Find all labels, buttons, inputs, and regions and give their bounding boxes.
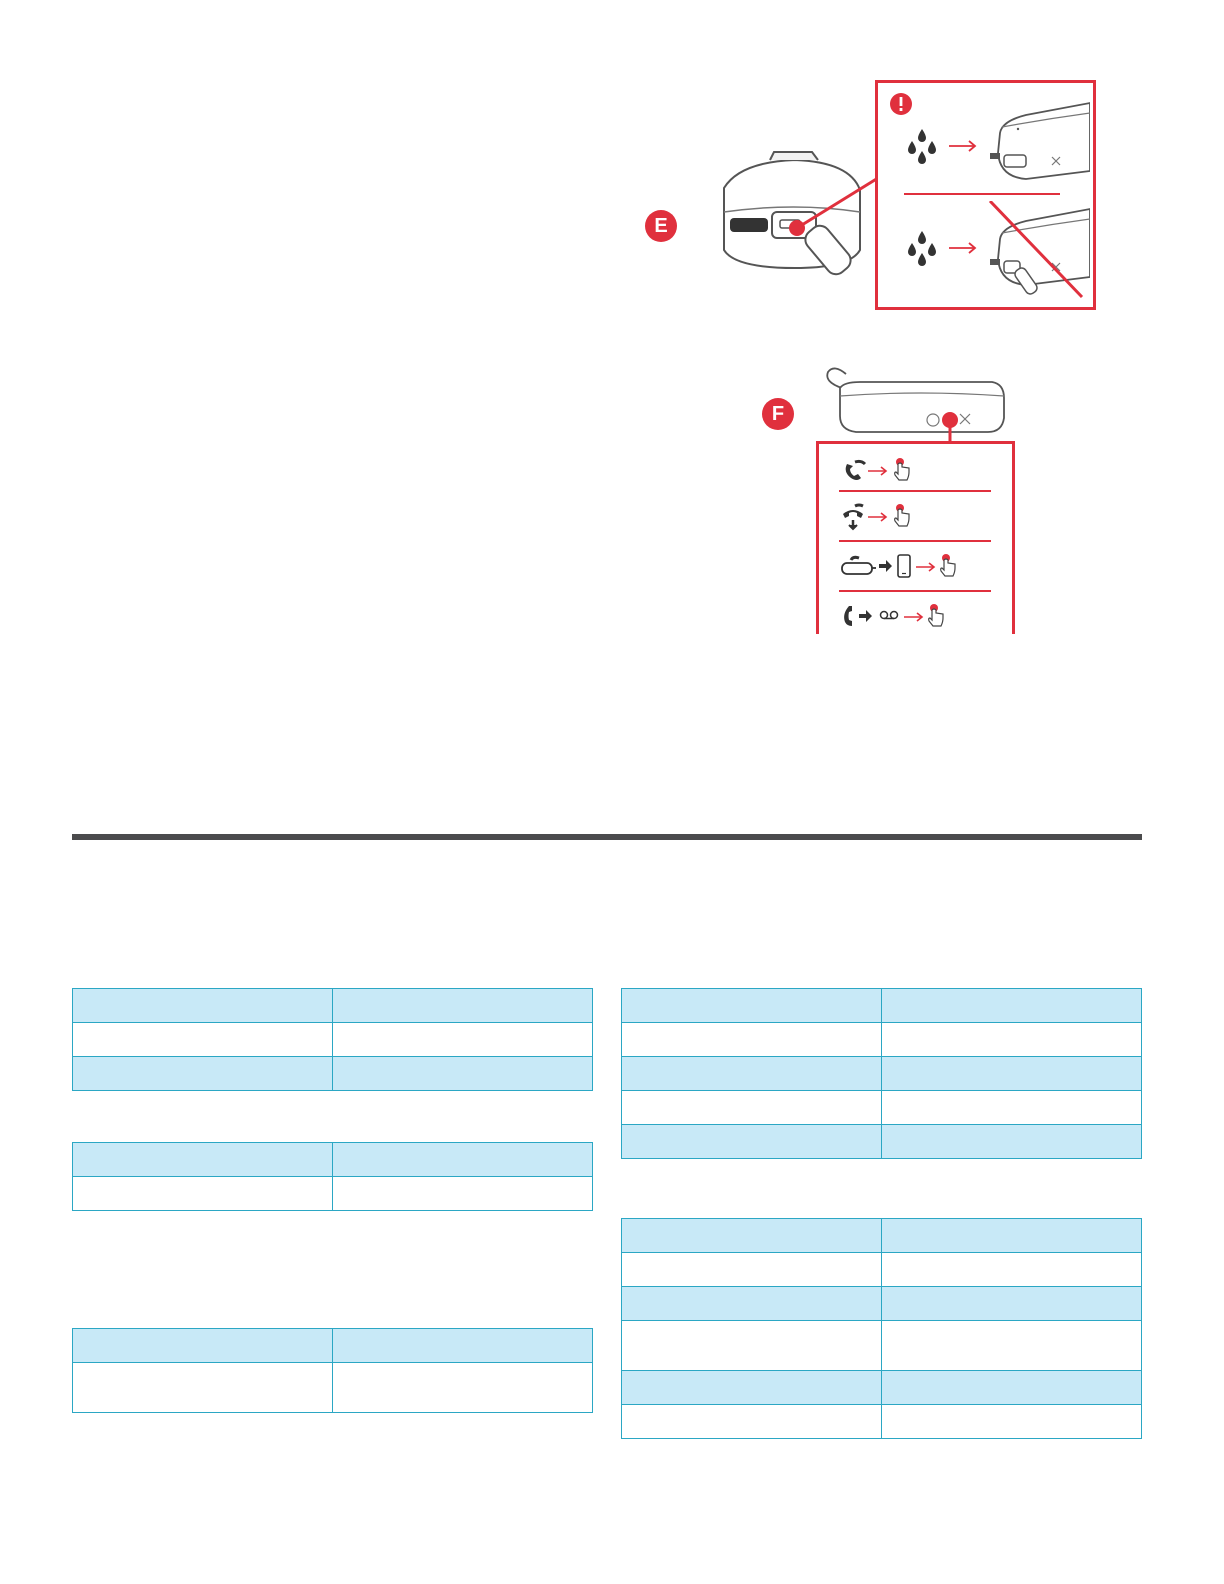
figure-f-controls-panel <box>816 441 1015 634</box>
spec-table-right-1 <box>621 988 1142 1159</box>
table-cell <box>622 1253 882 1287</box>
table-cell <box>73 1143 333 1177</box>
table-cell <box>882 1219 1142 1253</box>
table-cell <box>622 1023 882 1057</box>
table-cell <box>882 989 1142 1023</box>
arrow-right-icon <box>903 612 925 622</box>
table-cell <box>73 1329 333 1363</box>
water-drops-icon <box>904 229 940 269</box>
table-cell <box>333 1057 593 1091</box>
table-cell <box>622 1321 882 1371</box>
table-cell <box>882 1023 1142 1057</box>
table-row <box>73 1023 593 1057</box>
table-cell <box>622 1091 882 1125</box>
spec-table-right-2 <box>621 1218 1142 1439</box>
controls-divider <box>839 490 991 492</box>
controls-divider <box>839 540 991 542</box>
table-cell <box>622 989 882 1023</box>
table-cell <box>622 1405 882 1439</box>
table-cell <box>333 1143 593 1177</box>
table-cell <box>622 1125 882 1159</box>
tap-icon <box>891 456 913 482</box>
headset-icon <box>839 552 877 578</box>
table-row <box>622 1287 1142 1321</box>
table-cell <box>333 1363 593 1413</box>
spec-table-left-1 <box>72 988 593 1091</box>
table-row <box>73 989 593 1023</box>
table-cell <box>333 1329 593 1363</box>
table-cell <box>882 1125 1142 1159</box>
table-row <box>622 1091 1142 1125</box>
panel-divider <box>904 193 1060 195</box>
table-cell <box>622 1057 882 1091</box>
section-divider-rule <box>72 834 1142 840</box>
headset-dry-illustration <box>986 101 1090 181</box>
spec-table-left-3 <box>72 1328 593 1413</box>
small-arrow-icon <box>879 560 893 572</box>
figure-f-badge: F <box>762 398 794 430</box>
figure-e-badge: E <box>645 210 677 242</box>
table-cell <box>882 1091 1142 1125</box>
table-row <box>622 989 1142 1023</box>
table-row <box>73 1329 593 1363</box>
table-cell <box>333 989 593 1023</box>
arrow-right-icon <box>948 241 978 255</box>
charging-case-illustration <box>700 150 890 290</box>
incoming-call-icon <box>841 458 867 484</box>
tap-icon <box>925 602 947 628</box>
table-row <box>622 1219 1142 1253</box>
headset-side-illustration <box>820 366 1010 446</box>
table-cell <box>622 1371 882 1405</box>
table-row <box>73 1143 593 1177</box>
phone-icon <box>897 554 911 578</box>
table-row <box>622 1253 1142 1287</box>
headset-charging-crossed-illustration <box>986 201 1090 301</box>
table-cell <box>73 1023 333 1057</box>
table-cell <box>622 1219 882 1253</box>
table-cell <box>882 1057 1142 1091</box>
table-row <box>73 1363 593 1413</box>
voicemail-icon <box>879 608 899 622</box>
tap-icon <box>891 502 913 528</box>
table-row <box>73 1177 593 1211</box>
exclamation-icon <box>890 93 912 115</box>
table-row <box>73 1057 593 1091</box>
table-row <box>622 1125 1142 1159</box>
table-cell <box>882 1405 1142 1439</box>
table-cell <box>73 1363 333 1413</box>
table-cell <box>73 1177 333 1211</box>
table-cell <box>333 1023 593 1057</box>
table-cell <box>73 1057 333 1091</box>
table-cell <box>622 1287 882 1321</box>
table-cell <box>333 1177 593 1211</box>
table-cell <box>882 1287 1142 1321</box>
table-cell <box>882 1371 1142 1405</box>
table-row <box>622 1371 1142 1405</box>
water-drops-icon <box>904 127 940 167</box>
arrow-right-icon <box>915 562 937 572</box>
table-row <box>622 1405 1142 1439</box>
figure-e-warning-panel <box>875 80 1096 310</box>
table-cell <box>73 989 333 1023</box>
table-cell <box>882 1321 1142 1371</box>
table-row <box>622 1057 1142 1091</box>
table-row <box>622 1321 1142 1371</box>
table-row <box>622 1023 1142 1057</box>
call-icon <box>841 604 855 628</box>
arrow-right-icon <box>867 512 889 522</box>
small-arrow-icon <box>859 610 873 622</box>
arrow-right-icon <box>867 466 889 476</box>
end-call-icon <box>841 502 867 532</box>
tap-icon <box>937 552 959 578</box>
table-cell <box>882 1253 1142 1287</box>
controls-divider <box>839 590 991 592</box>
spec-table-left-2 <box>72 1142 593 1211</box>
arrow-right-icon <box>948 139 978 153</box>
